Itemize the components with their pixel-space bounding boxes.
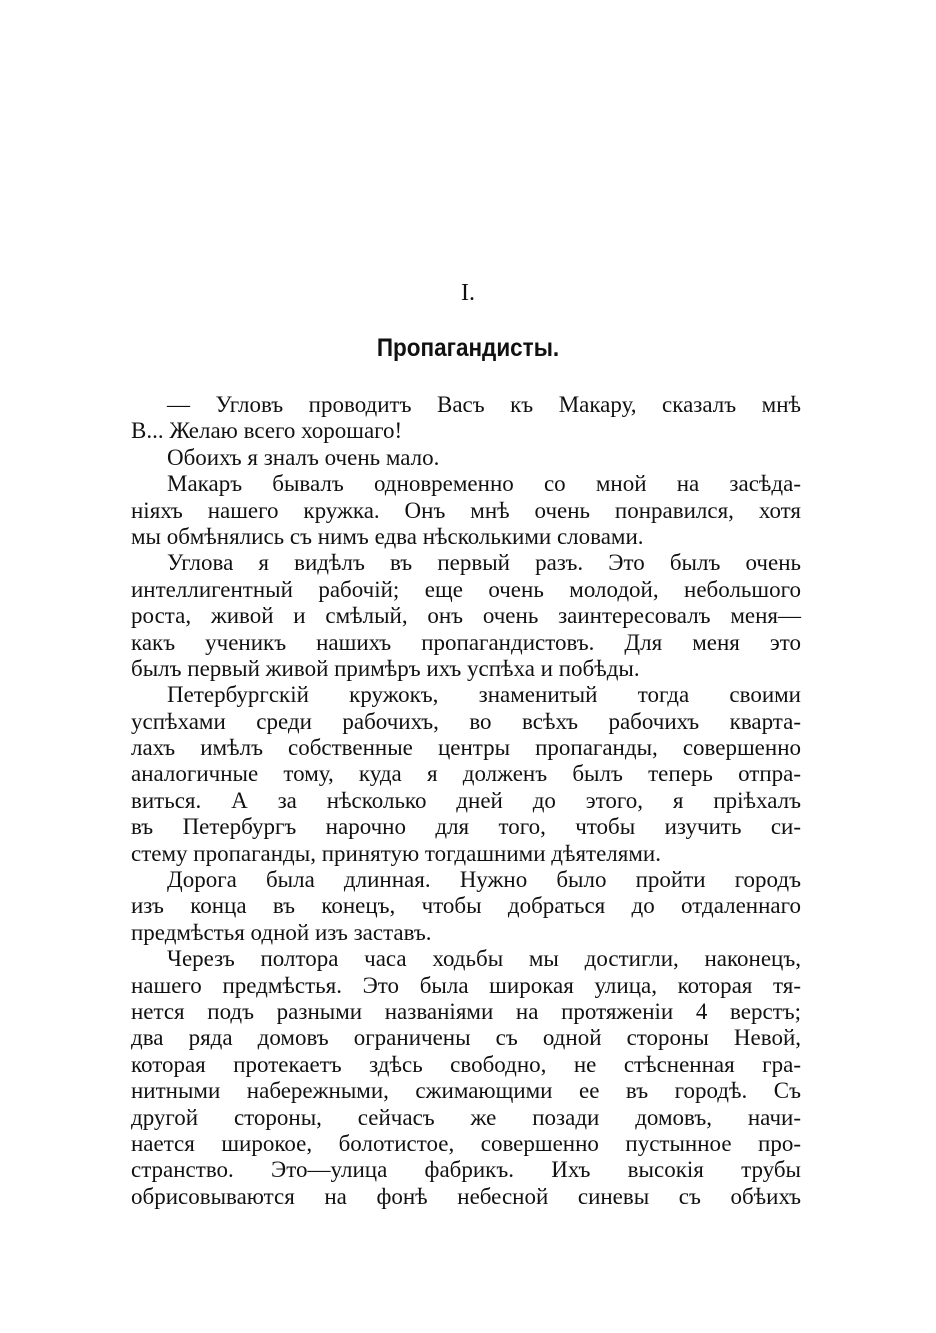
text-line: другой стороны, сейчасъ же позади домовъ, начи- bbox=[131, 1104, 801, 1130]
text-line: въ Петербургъ нарочно для того, чтобы изучить си- bbox=[131, 814, 801, 840]
text-line: роста, живой и смѣлый, онъ очень заинтересовалъ меня— bbox=[131, 603, 801, 629]
text-line: которая протекаетъ здѣсь свободно, не стѣсненная гра- bbox=[131, 1051, 801, 1077]
text-line: Петербургскій кружокъ, знаменитый тогда своими bbox=[167, 682, 801, 708]
text-line: интеллигентный рабочій; еще очень молодой, небольшого bbox=[131, 576, 801, 602]
text-line: предмѣстья одной изъ заставъ. bbox=[131, 919, 432, 945]
text-line: два ряда домовъ ограничены съ одной стороны Невой, bbox=[131, 1025, 801, 1051]
text-line: нается широкое, болотистое, совершенно пустынное про- bbox=[131, 1130, 801, 1156]
text-line: обрисовываются на фонѣ небесной синевы съ обѣихъ bbox=[131, 1183, 801, 1209]
text-line: Черезъ полтора часа ходьбы мы достигли, наконецъ, bbox=[167, 946, 801, 972]
text-line: — Угловъ проводитъ Васъ къ Макару, сказалъ мнѣ bbox=[167, 392, 801, 417]
text-line: какъ ученикъ нашихъ пропагандистовъ. Для меня это bbox=[131, 629, 801, 655]
text-line: Дорога была длинная. Нужно было пройти городъ bbox=[167, 867, 801, 893]
paragraph bbox=[131, 867, 801, 946]
text-line: Обоихъ я зналъ очень мало. bbox=[167, 444, 440, 470]
paragraph bbox=[131, 471, 801, 550]
paragraph bbox=[131, 392, 801, 445]
text-line: аналогичные тому, куда я долженъ былъ теперь отпра- bbox=[131, 761, 801, 787]
text-line: ніяхъ нашего кружка. Онъ мнѣ очень понравился, хотя bbox=[131, 497, 801, 523]
text-line: В... Желаю всего хорошаго! bbox=[131, 418, 403, 444]
paragraph bbox=[131, 946, 801, 1210]
text-line: успѣхами среди рабочихъ, во всѣхъ рабочихъ кварта- bbox=[131, 708, 801, 734]
paragraph bbox=[131, 550, 801, 682]
paragraph bbox=[131, 445, 801, 471]
text-line: виться. А за нѣсколько дней до этого, я пріѣхалъ bbox=[131, 787, 801, 813]
chapter-number: I. bbox=[461, 280, 475, 306]
text-line: былъ первый живой примѣръ ихъ успѣха и побѣды. bbox=[131, 655, 640, 681]
text-line: Углова я видѣлъ въ первый разъ. Это былъ очень bbox=[167, 550, 801, 576]
body-text bbox=[131, 392, 801, 1210]
text-line: нется подъ разными названіями на протяженіи 4 верстъ; bbox=[131, 998, 801, 1024]
text-line: нашего предмѣстья. Это была широкая улица, которая тя- bbox=[131, 972, 801, 998]
text-line: стему пропаганды, принятую тогдашними дѣятелями. bbox=[131, 840, 661, 866]
text-line: нитными набережными, сжимающими ее въ городѣ. Съ bbox=[131, 1078, 801, 1104]
chapter-title: Пропагандисты. bbox=[376, 334, 560, 362]
text-line: лахъ имѣлъ собственные центры пропаганды, совершенно bbox=[131, 735, 801, 761]
paragraph bbox=[131, 682, 801, 867]
text-line: странство. Это—улица фабрикъ. Ихъ высокія трубы bbox=[131, 1157, 801, 1183]
text-line: Макаръ бывалъ одновременно со мной на засѣда- bbox=[167, 471, 801, 497]
text-line: изъ конца въ конецъ, чтобы добраться до отдаленнаго bbox=[131, 893, 801, 919]
text-line: мы обмѣнялись съ нимъ едва нѣсколькими словами. bbox=[131, 523, 644, 549]
